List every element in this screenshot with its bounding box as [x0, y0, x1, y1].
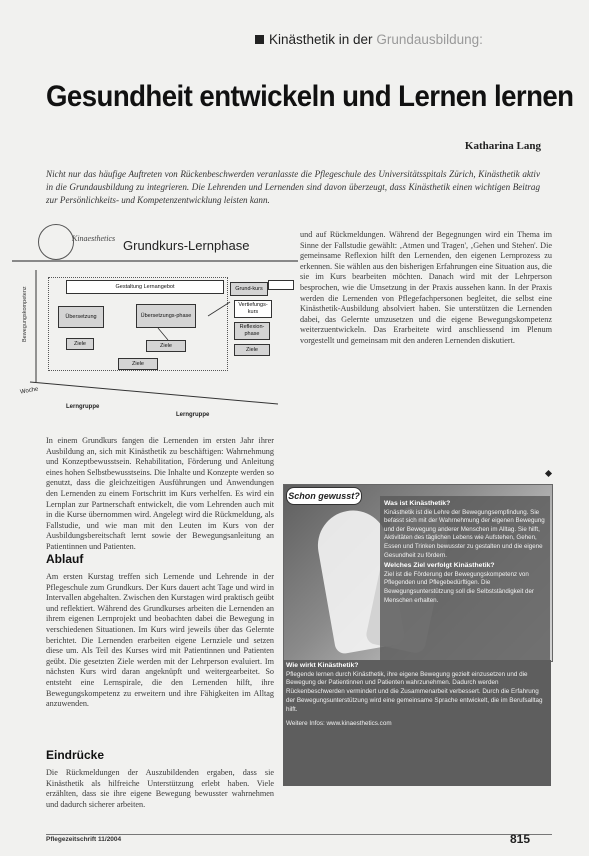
box-ziele-1: Ziele: [66, 338, 94, 350]
info-box-bottom: [286, 662, 548, 729]
box-reflexion: Reflexion-phase: [234, 322, 270, 340]
x-axis-line: [30, 382, 278, 404]
box-ziele-3: Ziele: [118, 358, 158, 370]
info-text-3: Ziel ist die Förderung der Bewegungskompetenz von Pflegenden und Pflegebedürftigen. Die Bewegungsunterstützung soll die Selbstständigkeit der Menschen erhalten.: [384, 570, 534, 604]
lead-paragraph: Nicht nur das häufige Auftreten von Rückenbeschwerden veranlasste die Pflegeschule des Universitätsspitals Zürich, Kinästhetik aktiv in die Grundausbildung zu integrieren. Die Lehrenden und Lernenden sind davon überzeugt, dass Kinästhetik einen wichtigen Beitrag zur Persönlichkeits- und Kompetenzentwicklung leisten kann.: [46, 169, 540, 205]
info-text-2: Sie hilft, Aktivitäten des täglichen Lebens wie Aufstehen, Gehen, Essen und Trinken bewusster zu gestalten und die eigene Gesundheit zu fördern.: [384, 525, 543, 559]
schon-gewusst-badge: Schon gewusst?: [286, 487, 362, 505]
x-axis-start: Woche: [19, 386, 39, 396]
left-column-intro: In einem Grundkurs fangen die Lernenden im ersten Jahr ihrer Ausbildung an, sich mit Kinästhetik zu beschäftigen: Wahrnehmung und Konzeptbewusstsein. Rehabilitation, Förderung und Anleitung eines hohen Selbstbewusstseins. Die Inhalte und Konzepte werden so genutzt, dass die gleichzeitigen Ausführungen und Anwendungen den Lernenden zu einem Fortschritt im Kurs verhelfen. Es wird ein Lernplan zur Partnerschaft entwickelt, die vom Lehrenden auch mit in die Kurse übernommen wird. Angelegt wird die Rückmeldung, als Fallstudie, und wie man mit den Leuten im Kurs von der Ausbildungsbereitschaft lernt sowie der Bewegungsanleitung an Patientinnen und Patienten.: [46, 436, 274, 551]
x-axis-label-right: Lerngruppe: [176, 412, 210, 418]
box-uebersetzung-right: Übersetzungs-phase: [136, 304, 196, 328]
kicker-dark: Kinästhetik in der: [269, 32, 373, 47]
box-vertiefung: Vertiefungs-kurs: [234, 300, 272, 318]
footer-issue: Pflegezeitschrift 11/2004: [46, 836, 122, 843]
info-heading-3: Welches Ziel verfolgt Kinästhetik?: [384, 562, 495, 570]
square-bullet-icon: [255, 35, 264, 44]
diagram-ylabel: Bewegungskompetenz: [22, 286, 28, 342]
eindruecke-text: Die Rückmeldungen der Auszubildenden ergaben, dass sie Kinästhetik als hilfreiche Unterstützung erlebt haben. Viele erzählten, dass sie ihre eigene Bewegung bewusster wahrnehmen und dadurch sicherer arbeiten.: [46, 768, 274, 809]
page-number: 815: [510, 832, 531, 846]
info-bottom-link[interactable]: Weitere Infos: www.kinaesthetics.com: [286, 720, 392, 728]
ablauf-heading: Ablauf: [46, 552, 84, 566]
section-kicker: [255, 32, 483, 47]
info-heading-1: Was ist Kinästhetik?: [384, 500, 451, 507]
diagram-title: Grundkurs-Lernphase: [123, 238, 250, 253]
logo-text: Kinaesthetics: [72, 234, 116, 243]
connector-line-right: [208, 302, 230, 316]
box-uebersetzung-left: Übersetzung: [58, 306, 104, 328]
kicker-light: Grundausbildung:: [376, 32, 483, 47]
diagram-figure: [8, 222, 298, 432]
ablauf-text: Am ersten Kurstag treffen sich Lernende und Lehrende in der Pflegeschule zum Grundkurs. Der Kurs dauert acht Tage und wird in Intervallen abgehalten. Zwischen den Kurstagen wird praktisch geübt und reflektiert. Während des Grundkurses arbeiten die Lernenden an ihrem eigenen Lernprojekt und beobachten dabei die Bewegung in verschiedenen Situationen. Im Kurs wird jeweils über das Gelernte berichtet. Die Lernenden erarbeiten eigene Lernziele und setzen diese um. Als Teil des Kurses wird mit Patientinnen und Patienten geübt. Die gesetzten Ziele werden mit der Lehrperson evaluiert. Im nächsten Kurs wird daran angeknüpft und weitergearbeitet. So entsteht eine Lernspirale, die den Lernenden hilft, ihre Bewegungskompetenz zu erweitern und ihre Fähigkeiten im Alltag anzuwenden.: [46, 572, 274, 709]
eindruecke-heading: Eindrücke: [46, 748, 105, 762]
info-bottom-text: Pflegende lernen durch Kinästhetik, ihre eigene Bewegung gezielt einzusetzen und die Bewegung der Patientinnen und Patienten wahrzunehmen. Dadurch werden Rückenbeschwerden vermindert und die Zusammenarbeit verbessert. Durch die Erfahrung der Bewegungsunterstützung wird eine gemeinsame Sprache entwickelt, die im Berufsalltag hilft.: [286, 670, 543, 713]
connector-line: [158, 328, 168, 340]
right-column-intro: und auf Rückmeldungen. Während der Begegnungen wird ein Thema im Sinne der Fallstudie gewählt: ‚Atmen und Tragen', ‚Gehen und Stehen'. Die gemeinsame Reflexion hilft den Lernenden, den eigenen Lernprozess zu erkennen. Sie wählen aus den bisherigen Erfahrungen eine Situation aus, die sie im Kurs bearbeiten möchten. Danach wird mit der Lehrperson besprochen, wie die Umsetzung in der Praxis aussehen kann. In der Praxis werden die Lernenden von Pflegefachpersonen begleitet, die selbst eine Kinästhetik-Ausbildung absolviert haben. Sie unterstützen die Lernenden dabei, das Gelernte umzusetzen und die eigene Bewegungskompetenz weiterzuentwickeln. Das Erarbeitete wird anschliessend im Plenum vorgestellt und gemeinsam mit den anderen Lernenden diskutiert.: [300, 230, 552, 345]
info-text-1: Kinästhetik ist die Lehre der Bewegungsempfindung. Sie befasst sich mit der Wahrnehmung der eigenen Bewegung und der Bewegung anderer Menschen im Alltag.: [384, 508, 545, 533]
footer-rule: [46, 834, 552, 835]
box-lernangebot: Gestaltung Lernangebot: [66, 280, 224, 294]
x-axis-label-left: Lerngruppe: [66, 404, 100, 410]
info-bottom-heading: Wie wirkt Kinästhetik?: [286, 662, 359, 669]
diagram-axes: [8, 222, 298, 432]
box-grundkurs: Grund-kurs: [230, 282, 268, 296]
box-ziele-2: Ziele: [146, 340, 186, 352]
end-marker-icon: [545, 470, 552, 477]
info-box-top: [384, 498, 550, 605]
box-ziele-right: Ziele: [234, 344, 270, 356]
author-name: Katharina Lang: [464, 140, 541, 152]
article-title: Gesundheit entwickeln und Lernen lernen: [46, 80, 574, 113]
